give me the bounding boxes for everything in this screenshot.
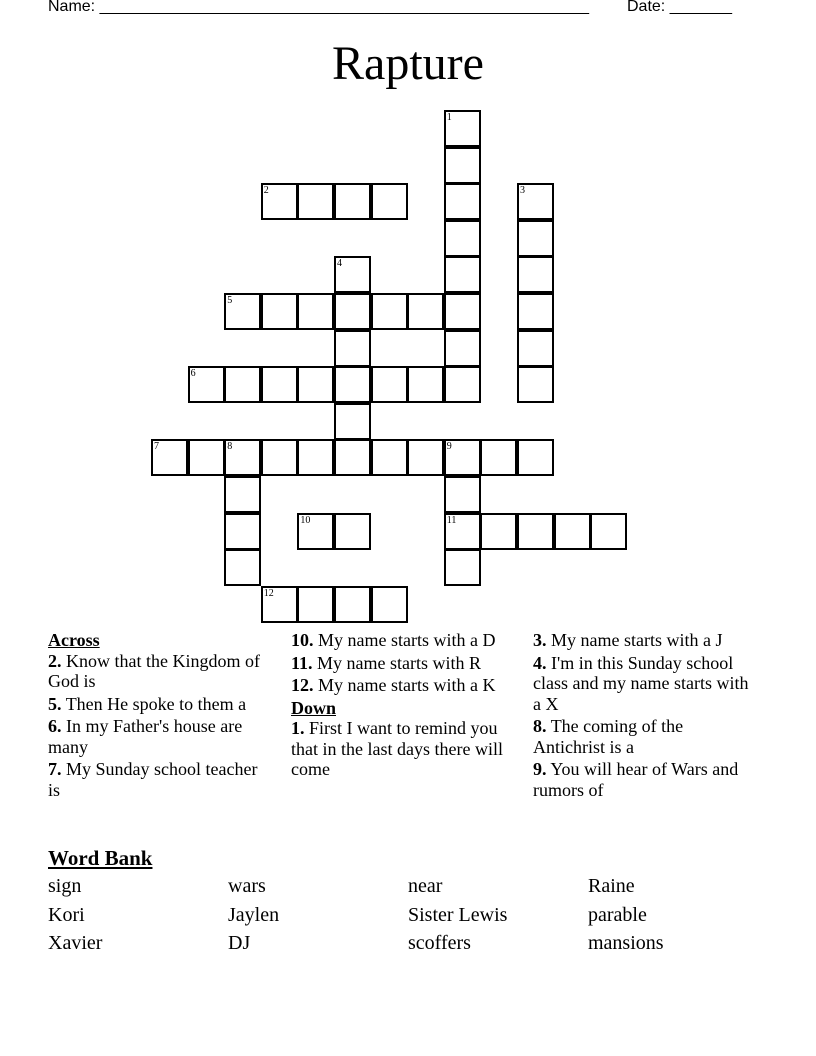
clue-number-label: 11 [446, 514, 457, 526]
grid-cell[interactable] [444, 147, 481, 184]
grid-cell[interactable] [334, 439, 371, 476]
grid-cell[interactable] [297, 513, 334, 550]
date-field[interactable]: Date: _______ [627, 0, 732, 15]
grid-cell[interactable] [224, 513, 261, 550]
clue-number-label: 10 [300, 514, 311, 526]
grid-cell[interactable] [517, 330, 554, 367]
grid-cell[interactable] [407, 439, 444, 476]
grid-cell[interactable] [371, 183, 408, 220]
grid-cell[interactable] [444, 366, 481, 403]
clue-text: In my Father's house are many [48, 716, 243, 757]
clue-number-label: 2 [263, 185, 269, 197]
grid-cell[interactable] [444, 513, 481, 550]
clues-column-3 [533, 630, 751, 802]
clue-across-10 [291, 630, 509, 651]
clue-number-label: 3 [520, 185, 525, 197]
clue-number-label: 7 [154, 441, 159, 453]
grid-cell[interactable] [517, 439, 554, 476]
word-bank-item: Raine [588, 875, 635, 897]
clue-number-label: 8 [227, 441, 233, 453]
clue-number: 9. [533, 759, 547, 779]
grid-cell[interactable] [517, 293, 554, 330]
grid-cell[interactable] [371, 366, 408, 403]
clue-text: My name starts with R [317, 652, 482, 673]
clue-text: Then He spoke to them a [65, 693, 247, 714]
clue-number-label: 1 [446, 112, 452, 123]
clue-number: 10. [291, 630, 314, 650]
grid-cell[interactable] [371, 293, 408, 330]
clue-across-6 [48, 716, 266, 757]
word-bank-item: sign [48, 875, 82, 897]
grid-cell[interactable] [224, 476, 261, 513]
grid-cell[interactable] [444, 110, 481, 147]
grid-cell[interactable] [224, 549, 261, 586]
grid-cell[interactable] [444, 220, 481, 257]
clue-number: 12. [291, 675, 314, 695]
clue-down-3 [533, 630, 751, 651]
grid-cell[interactable] [444, 183, 481, 220]
word-bank-item: DJ [228, 932, 251, 954]
grid-cell[interactable] [480, 513, 517, 550]
grid-cell[interactable] [334, 183, 371, 220]
grid-cell[interactable] [188, 366, 225, 403]
grid-cell[interactable] [151, 439, 188, 476]
clue-number: 3. [533, 630, 547, 650]
clue-text: Know that the Kingdom of God is [48, 650, 260, 691]
word-bank-item: scoffers [408, 932, 471, 954]
grid-cell[interactable] [444, 293, 481, 330]
clue-down-4 [533, 653, 751, 715]
grid-cell[interactable] [444, 439, 481, 476]
grid-cell[interactable] [407, 293, 444, 330]
clues-column-2 [291, 630, 509, 782]
grid-cell[interactable] [334, 256, 371, 293]
grid-cell[interactable] [444, 476, 481, 513]
clue-text: My Sunday school teacher is [48, 759, 258, 800]
clue-number: 1. [291, 718, 305, 738]
word-bank-item: wars [228, 875, 266, 897]
grid-cell[interactable] [334, 366, 371, 403]
clue-text: The coming of the Antichrist is a [533, 716, 684, 757]
name-field[interactable]: Name: _______________________________________________________ [48, 0, 589, 15]
grid-cell[interactable] [517, 513, 554, 550]
clue-text: My name starts with a K [318, 675, 496, 695]
word-bank [48, 845, 152, 871]
grid-cell[interactable] [517, 183, 554, 220]
word-bank-item: Sister Lewis [408, 904, 508, 926]
grid-cell[interactable] [224, 439, 261, 476]
grid-cell[interactable] [297, 586, 334, 623]
clue-across-11 [291, 653, 509, 674]
clue-text: My name starts with a D [318, 630, 496, 650]
word-bank-item: parable [588, 904, 647, 926]
grid-cell[interactable] [480, 439, 517, 476]
puzzle-title: Rapture [332, 37, 484, 90]
grid-cell[interactable] [371, 586, 408, 623]
grid-cell[interactable] [444, 549, 481, 586]
grid-cell[interactable] [297, 293, 334, 330]
clue-down-1 [291, 718, 509, 780]
grid-cell[interactable] [297, 439, 334, 476]
clue-text: I'm in this Sunday school class and my name starts with a X [533, 652, 749, 714]
grid-cell[interactable] [261, 439, 298, 476]
down-heading: Down [291, 697, 337, 718]
grid-cell[interactable] [297, 366, 334, 403]
grid-cell[interactable] [261, 293, 298, 330]
clue-number-label: 6 [190, 368, 196, 380]
clue-number: 6. [48, 716, 62, 736]
grid-cell[interactable] [297, 183, 334, 220]
grid-cell[interactable] [334, 403, 371, 440]
grid-cell[interactable] [334, 586, 371, 623]
grid-cell[interactable] [444, 256, 481, 293]
grid-cell[interactable] [224, 293, 261, 330]
clue-text: You will hear of Wars and rumors of [533, 759, 739, 800]
clue-number: 2. [48, 650, 62, 671]
grid-cell[interactable] [371, 439, 408, 476]
grid-cell[interactable] [590, 513, 627, 550]
clue-number-label: 5 [227, 295, 233, 306]
clue-across-2 [48, 651, 266, 692]
across-heading: Across [48, 630, 100, 650]
grid-cell[interactable] [517, 220, 554, 257]
grid-cell[interactable] [261, 366, 298, 403]
grid-cell[interactable] [224, 366, 261, 403]
clue-number: 8. [533, 716, 547, 736]
clues-column-1 [48, 630, 266, 802]
grid-cell[interactable] [517, 366, 554, 403]
word-bank-item: near [408, 875, 443, 897]
word-bank-item: mansions [588, 932, 664, 954]
clue-number: 5. [48, 693, 62, 714]
grid-cell[interactable] [517, 256, 554, 293]
word-bank-item: Kori [48, 904, 85, 926]
clue-across-5 [48, 694, 266, 715]
word-bank-title: Word Bank [48, 846, 153, 870]
grid-cell[interactable] [188, 439, 225, 476]
clue-number: 11. [291, 652, 313, 673]
clue-across-12 [291, 675, 509, 696]
grid-cell[interactable] [334, 330, 371, 367]
word-bank-item: Xavier [48, 932, 103, 954]
clue-across-7 [48, 759, 266, 800]
clue-number-label: 4 [337, 258, 342, 270]
clue-text: My name starts with a J [551, 630, 723, 650]
grid-cell[interactable] [554, 513, 591, 550]
clue-number-label: 9 [446, 441, 452, 453]
clue-down-8 [533, 716, 751, 757]
grid-cell[interactable] [334, 293, 371, 330]
grid-cell[interactable] [261, 183, 298, 220]
grid-cell[interactable] [261, 586, 298, 623]
grid-cell[interactable] [407, 366, 444, 403]
clue-number: 7. [48, 759, 62, 779]
clue-text: First I want to remind you that in the last days there will come [291, 718, 503, 779]
word-bank-item: Jaylen [228, 904, 280, 926]
grid-cell[interactable] [444, 330, 481, 367]
clue-number-label: 12 [263, 587, 274, 599]
clue-down-9 [533, 759, 751, 800]
grid-cell[interactable] [334, 513, 371, 550]
clue-number: 4. [533, 652, 547, 673]
